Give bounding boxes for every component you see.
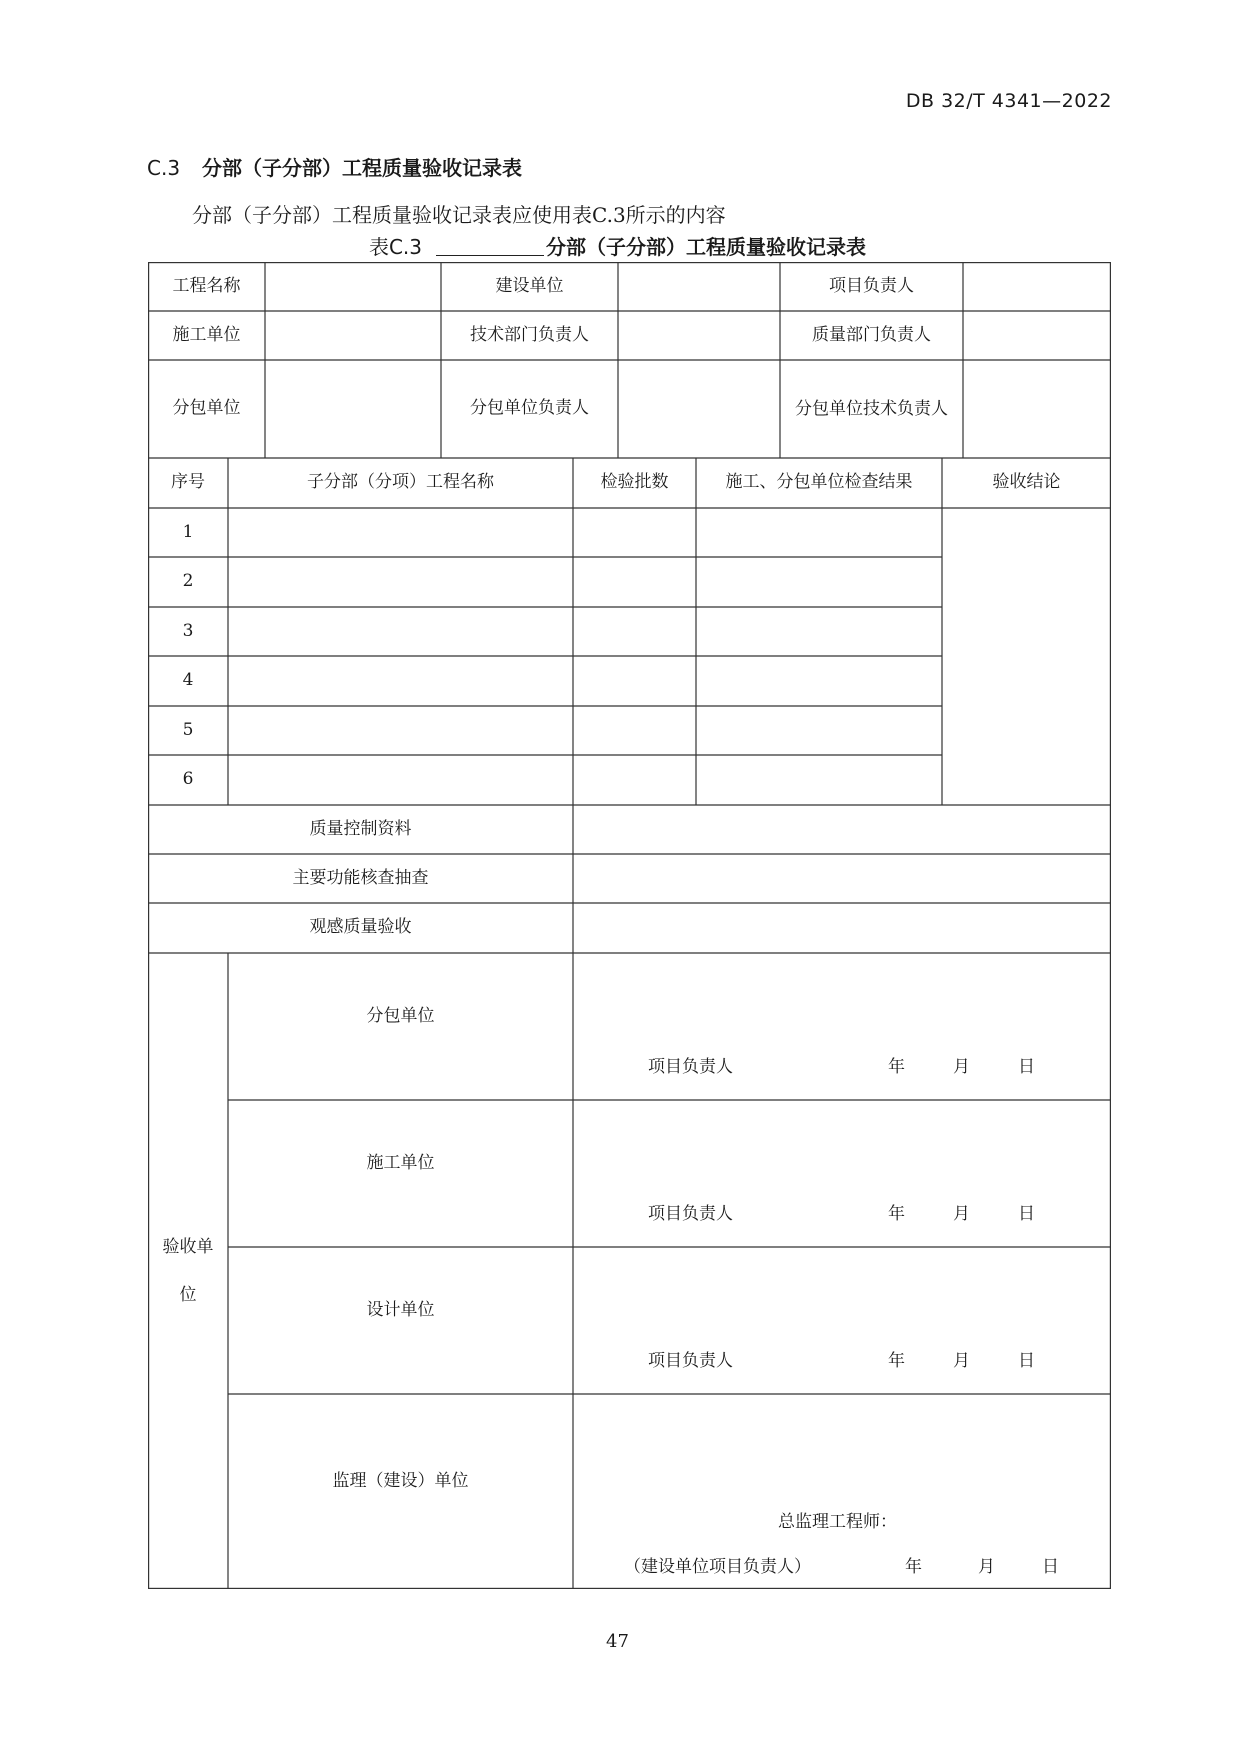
date-day: 日 xyxy=(1018,1351,1035,1371)
section-heading xyxy=(147,152,522,181)
col-header-seq: 序号 xyxy=(171,472,205,493)
appearance-value[interactable] xyxy=(573,903,1111,953)
signer-label: 项目负责人 xyxy=(648,1204,733,1224)
date-day: 日 xyxy=(1018,1204,1035,1224)
acceptance-unit-design: 设计单位 xyxy=(366,1299,435,1320)
table-row-seq: 4 xyxy=(182,670,194,691)
date-year: 年 xyxy=(888,1204,905,1224)
sub-unit-label: 分包单位 xyxy=(172,398,241,419)
col-header-conclusion: 验收结论 xyxy=(992,472,1061,493)
table-row-seq: 1 xyxy=(182,521,194,542)
sub-unit-tech-lead-value[interactable] xyxy=(963,360,1111,458)
date-day: 日 xyxy=(1042,1557,1059,1577)
table-row-seq: 6 xyxy=(182,769,194,790)
tech-lead-label: 技术部门负责人 xyxy=(470,324,589,345)
builder-unit-label: 建设单位 xyxy=(495,275,564,296)
date-month: 月 xyxy=(953,1351,970,1371)
acceptance-record-table xyxy=(148,262,1111,1589)
builder-unit-value[interactable] xyxy=(618,262,780,311)
section-title: 分部（子分部）工程质量验收记录表 xyxy=(202,156,523,180)
table-row-seq: 2 xyxy=(182,571,194,592)
acceptance-unit-sub: 分包单位 xyxy=(366,1005,435,1026)
acceptance-unit-supervision: 监理（建设）单位 xyxy=(332,1470,469,1491)
date-month: 月 xyxy=(953,1204,970,1224)
sub-unit-lead-value[interactable] xyxy=(618,360,780,458)
table-caption xyxy=(0,231,1235,260)
construction-unit-label: 施工单位 xyxy=(172,324,241,345)
col-header-item-name: 子分部（分项）工程名称 xyxy=(307,472,494,493)
table-caption-title: 分部（子分部）工程质量验收记录表 xyxy=(546,235,867,259)
table-caption-blank xyxy=(436,237,544,256)
sub-unit-tech-lead-label: 分包单位技术负责人 xyxy=(795,399,948,419)
table-caption-label: 表C.3 xyxy=(368,235,423,259)
date-month: 月 xyxy=(953,1057,970,1077)
section-number: C.3 xyxy=(147,156,181,180)
signer-label: 项目负责人 xyxy=(648,1351,733,1371)
appearance-label: 观感质量验收 xyxy=(309,917,412,938)
quality-docs-value[interactable] xyxy=(573,805,1111,854)
construction-unit-value[interactable] xyxy=(265,311,441,360)
quality-lead-value[interactable] xyxy=(963,311,1111,360)
signer-label: 项目负责人 xyxy=(648,1057,733,1077)
date-month: 月 xyxy=(978,1557,995,1577)
table-row-seq: 3 xyxy=(182,620,194,641)
project-name-value[interactable] xyxy=(265,262,441,311)
date-year: 年 xyxy=(905,1557,922,1577)
standard-number: DB 32/T 4341—2022 xyxy=(905,90,1112,112)
acceptance-group-label: 验收单位 xyxy=(162,1237,214,1305)
supervision-signer-label: （建设单位项目负责人） xyxy=(624,1557,811,1577)
function-check-value[interactable] xyxy=(573,854,1111,903)
sub-unit-lead-label: 分包单位负责人 xyxy=(470,398,589,419)
table-row-seq: 5 xyxy=(182,719,194,740)
project-name-label: 工程名称 xyxy=(172,275,241,296)
date-day: 日 xyxy=(1018,1057,1035,1077)
col-header-check-result: 施工、分包单位检查结果 xyxy=(725,472,913,493)
project-lead-label: 项目负责人 xyxy=(829,275,914,296)
date-year: 年 xyxy=(888,1351,905,1371)
chief-engineer-label: 总监理工程师： xyxy=(778,1512,897,1532)
project-lead-value[interactable] xyxy=(963,262,1111,311)
intro-paragraph: 分部（子分部）工程质量验收记录表应使用表C.3所示的内容 xyxy=(192,203,726,227)
date-year: 年 xyxy=(888,1057,905,1077)
quality-docs-label: 质量控制资料 xyxy=(309,818,412,839)
tech-lead-value[interactable] xyxy=(618,311,780,360)
acceptance-unit-construction: 施工单位 xyxy=(366,1152,435,1173)
sub-unit-value[interactable] xyxy=(265,360,441,458)
quality-lead-label: 质量部门负责人 xyxy=(812,324,931,345)
function-check-label: 主要功能核查抽查 xyxy=(292,867,429,888)
col-header-batch-count: 检验批数 xyxy=(600,472,669,493)
page-number: 47 xyxy=(606,1631,629,1652)
